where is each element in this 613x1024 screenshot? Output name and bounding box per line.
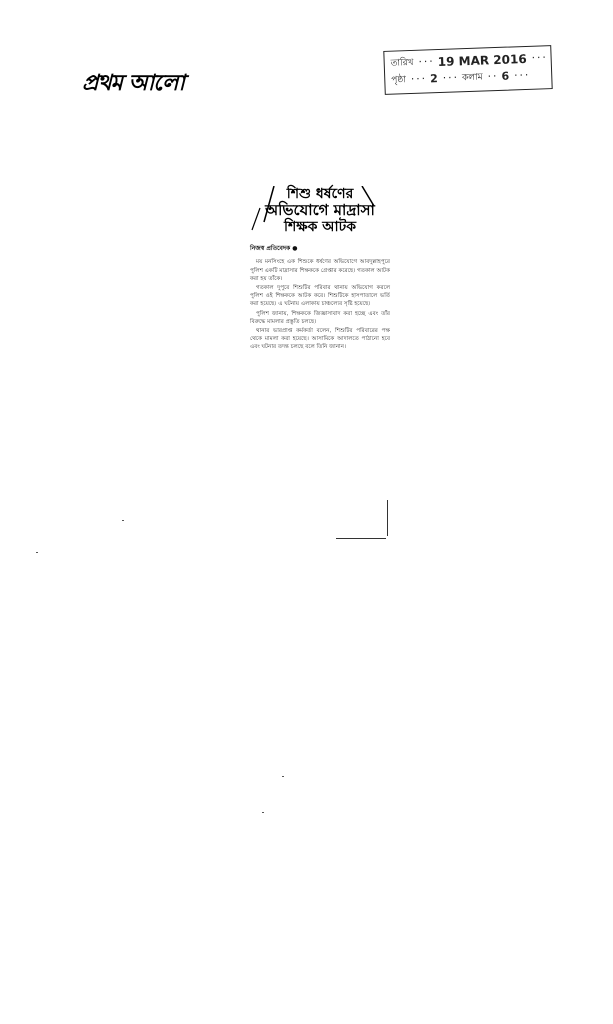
archive-stamp [383,45,552,95]
stamp-page-row: পৃষ্ঠা ··· 2 ··· কলাম ·· 6 ··· [391,69,530,86]
scan-speck [122,520,124,521]
stamp-date-value: 19 MAR 2016 [437,51,527,69]
stamp-date-label: তারিখ [390,57,414,69]
headline-bracket-lines [250,186,390,246]
headline-line-1: শিশু ধর্ষণের [286,186,354,202]
scan-speck [282,776,284,777]
article-byline: নিজস্ব প্রতিবেদক ● [250,245,298,253]
scan-speck [262,812,264,813]
stamp-page-label: পৃষ্ঠা [391,75,407,86]
stamp-column-value: 6 [501,69,510,83]
stamp-date-row: তারিখ ··· 19 MAR 2016 ··· [390,51,548,69]
stamp-column-label: কলাম [461,72,483,84]
newspaper-masthead: প্রথম আলো [82,71,184,96]
article-body [250,258,390,351]
headline-line-2: অভিযোগে মাদ্রাসা [265,201,375,220]
article-paragraph: ময় মনসিংহে এক শিশুকে ধর্ষণের অভিযোগে আবদুল্লাহপুরে পুলিশ একটি মাদ্রাসার শিক্ষককে গ্রেপ্তার করেছে। গতকাল আটক করা হয় তাঁকে। [250,259,390,282]
clipping-right-rule [387,500,388,536]
article-paragraph: পুলিশ জানায়, শিক্ষককে জিজ্ঞাসাবাদ করা হচ্ছে এবং তাঁর বিরুদ্ধে মামলার প্রস্তুতি চলছে। [250,310,390,325]
stamp-page-value: 2 [429,72,439,86]
headline-line-3: শিক্ষক আটক [283,219,357,236]
clipping-bottom-rule [336,538,386,539]
news-clipping [250,186,390,540]
scan-speck [36,552,38,553]
article-paragraph: গতকাল দুপুরে শিশুটির পরিবার থানায় অভিযোগ করলে পুলিশ ওই শিক্ষককে আটক করে। শিশুটিকে হাসপাতালে ভর্তি করা হয়েছে। এ ঘটনায় এলাকায় চাঞ্চল্যের সৃষ্টি হয়েছে। [250,285,390,308]
article-paragraph: থানার ভারপ্রাপ্ত কর্মকর্তা বলেন, শিশুটির পরিবারের পক্ষ থেকে মামলা করা হয়েছে। আসামিকে আদালতে পাঠানো হবে এবং ঘটনার তদন্ত চলছে বলে তিনি জানান। [250,328,390,351]
